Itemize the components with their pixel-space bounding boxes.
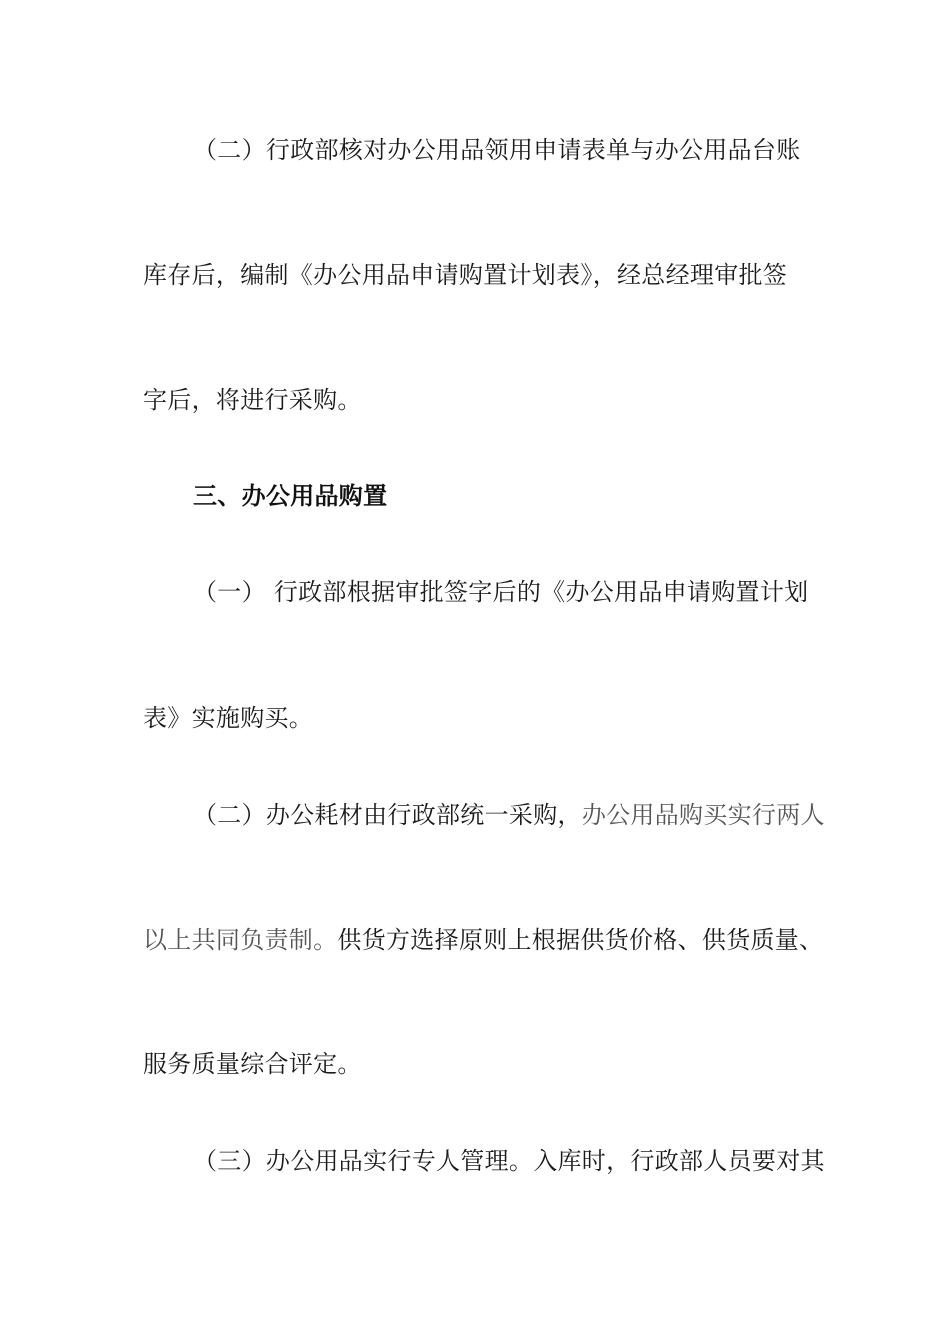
paragraph-line: （二）行政部核对办公用品领用申请表单与办公用品台账 xyxy=(193,136,801,164)
paragraph-segment-gray: 办公用品购买实行两人 xyxy=(581,801,825,829)
paragraph-line: （一） 行政部根据审批签字后的《办公用品申请购置计划 xyxy=(193,578,809,606)
paragraph-line: 表》实施购买。 xyxy=(143,704,314,732)
paragraph-segment: （二）办公耗材由行政部统一采购， xyxy=(193,801,582,829)
paragraph-line xyxy=(193,799,825,831)
paragraph-segment: 供货方选择原则上根据供货价格、供货质量、 xyxy=(337,926,824,954)
paragraph-line: 字后，将进行采购。 xyxy=(143,386,362,414)
paragraph-line: （三）办公用品实行专人管理。入库时，行政部人员要对其 xyxy=(193,1147,825,1175)
paragraph-segment-gray: 以上共同负责制。 xyxy=(143,926,338,954)
paragraph-line: 服务质量综合评定。 xyxy=(143,1050,362,1078)
section-heading: 三、办公用品购置 xyxy=(193,482,388,510)
paragraph-line xyxy=(143,924,823,956)
paragraph-line: 库存后，编制《办公用品申请购置计划表》，经总经理审批签 xyxy=(143,261,788,289)
